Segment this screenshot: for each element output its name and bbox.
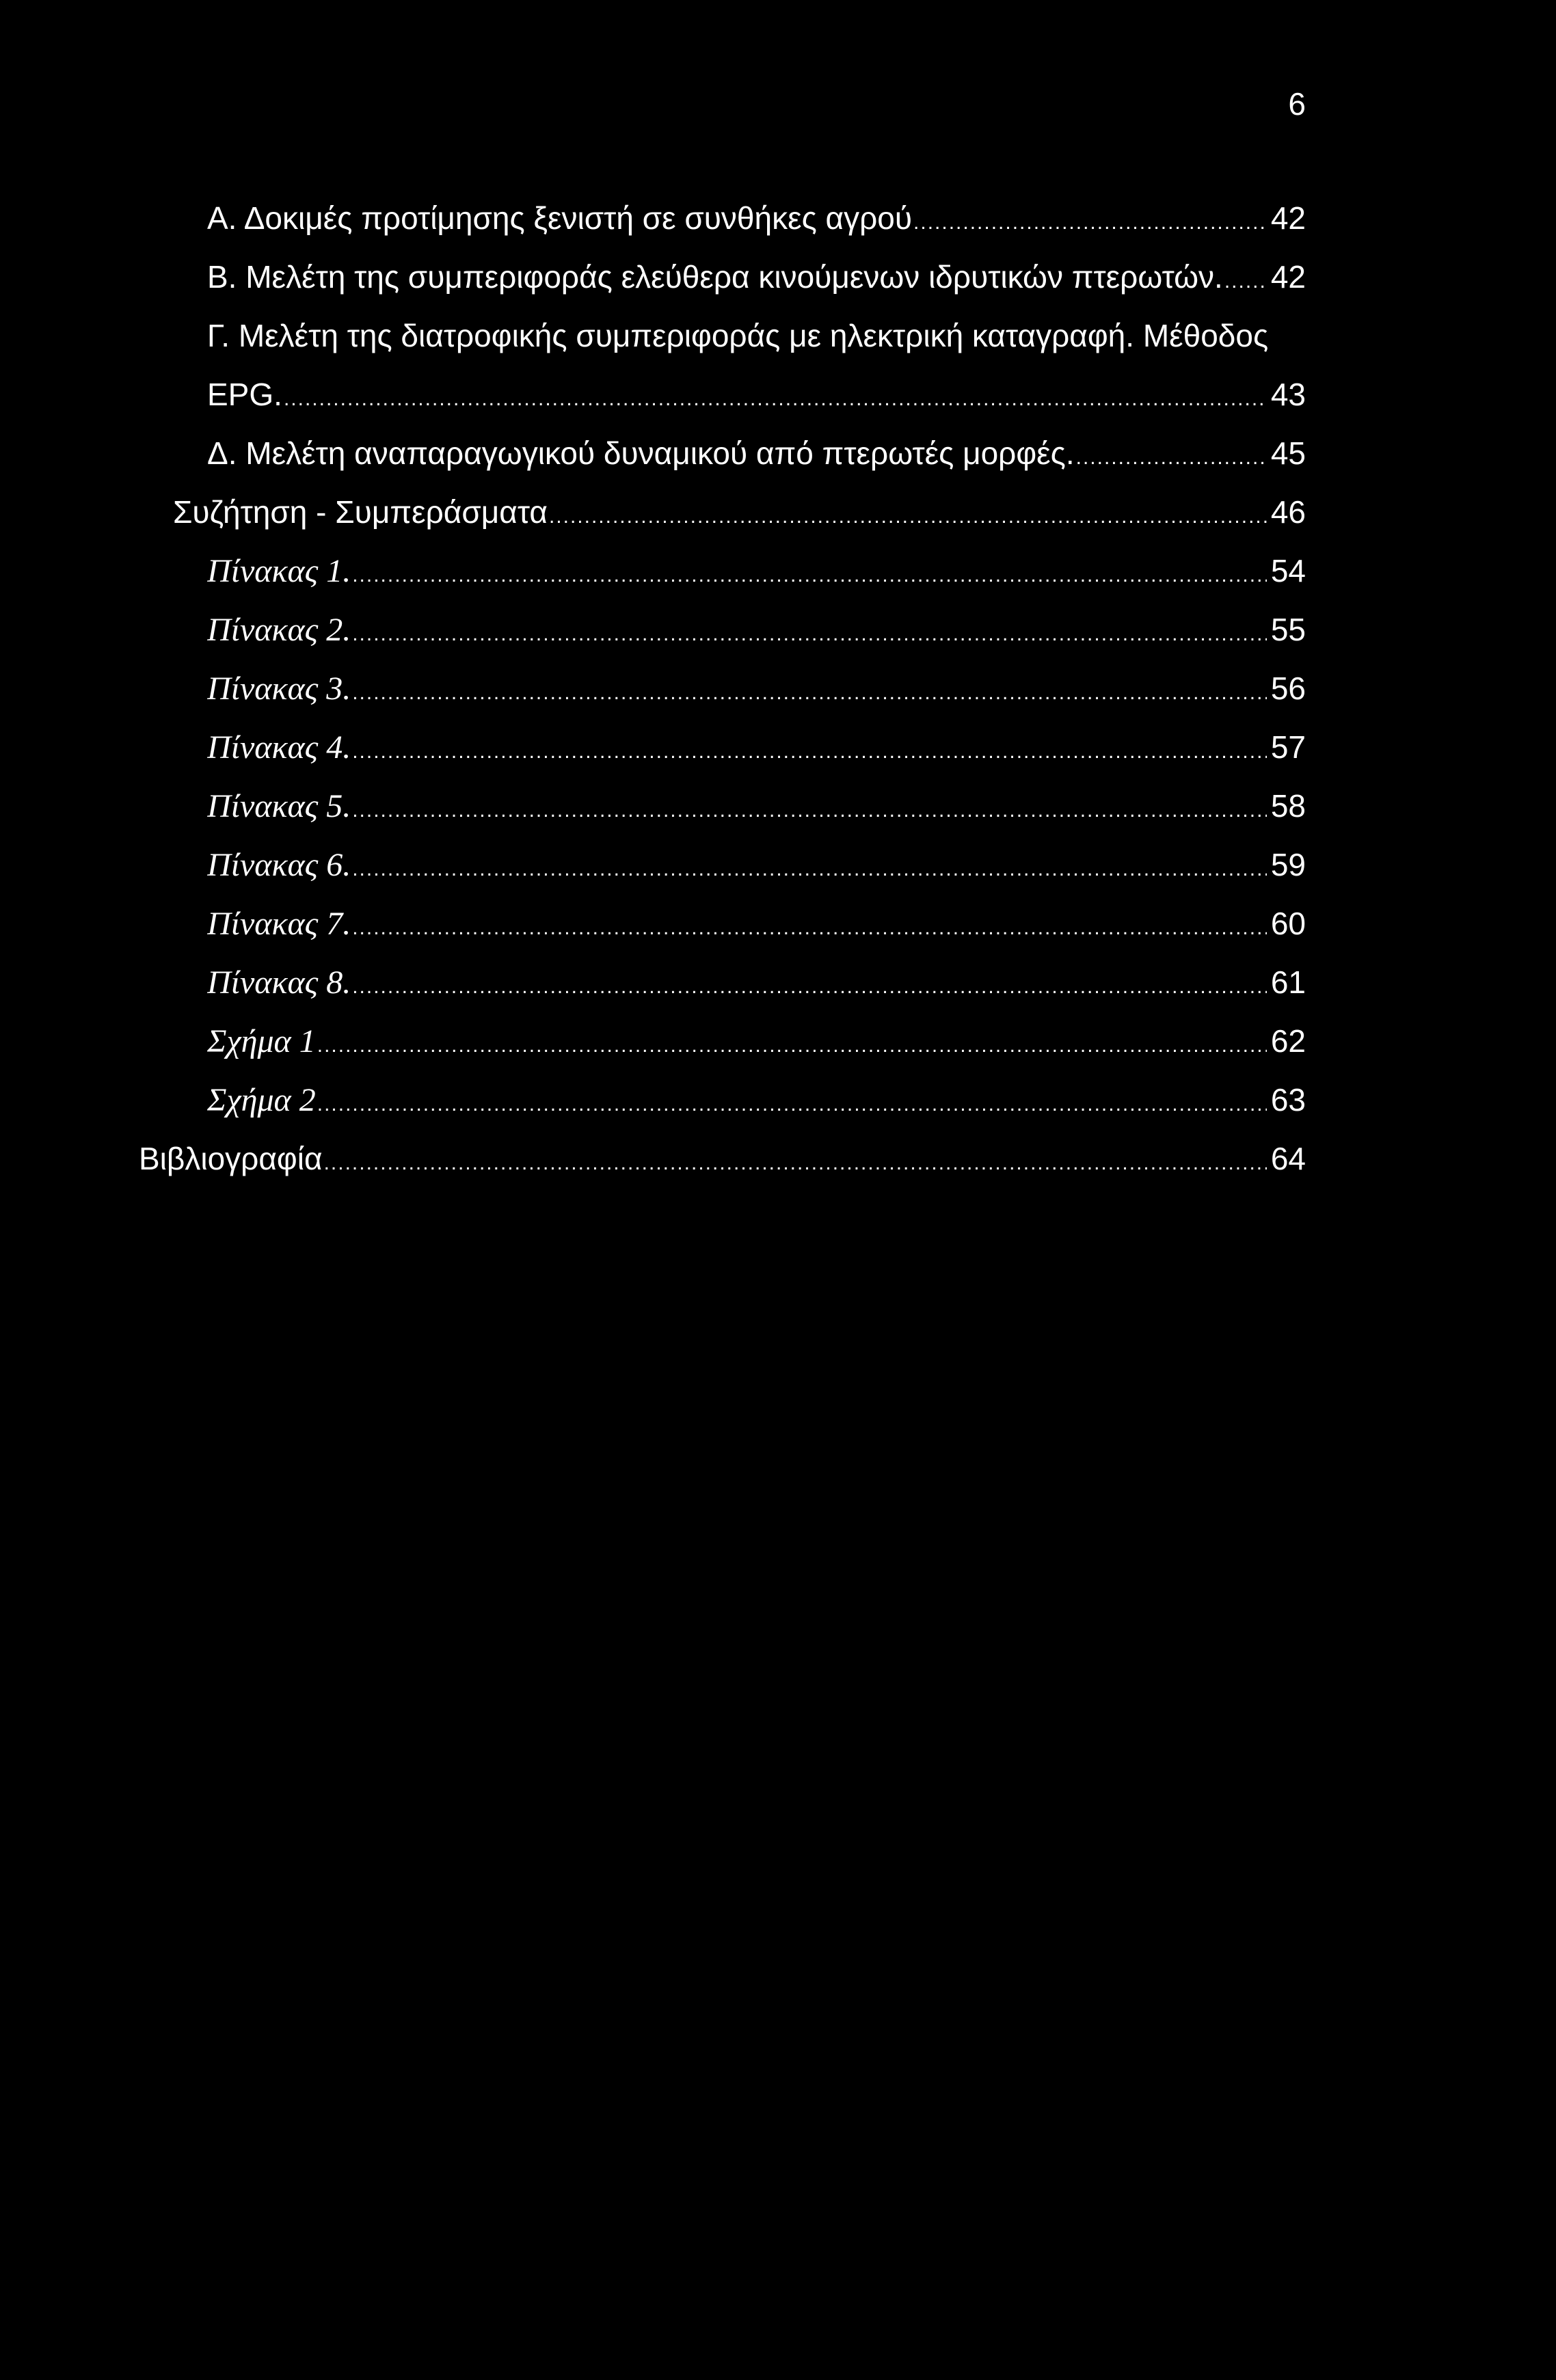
toc-leader-dots: [352, 899, 1267, 953]
toc-leader-dots: [352, 958, 1267, 1012]
toc-leader-dots: [352, 664, 1267, 718]
toc-entry-title: Σχήμα 2: [207, 1082, 316, 1118]
toc-entry-figure[interactable]: [207, 1012, 1306, 1070]
toc-entry-title: Πίνακας 2.: [207, 612, 351, 648]
toc-entry-page: 60: [1270, 906, 1306, 941]
toc-entry-title: Πίνακας 6.: [207, 847, 351, 883]
toc-entry-page: 64: [1270, 1141, 1306, 1176]
page-number: 6: [1288, 86, 1306, 122]
toc-leader-dots: [284, 370, 1267, 424]
toc-entry-table[interactable]: [207, 894, 1306, 953]
toc-entry-a[interactable]: [207, 189, 1306, 247]
toc-entry-title: Συζήτηση - Συμπεράσματα: [173, 494, 548, 530]
toc-entry-title: Πίνακας 1.: [207, 553, 351, 589]
toc-entry-title: Πίνακας 4.: [207, 729, 351, 766]
toc-leader-dots: [317, 1075, 1267, 1129]
toc-entry-c-line1[interactable]: Γ. Μελέτη της διατροφικής συμπεριφοράς με ηλεκτρική καταγραφή. Μέθοδος: [207, 318, 1269, 353]
toc-entry-table[interactable]: [207, 718, 1306, 776]
toc-entry-page: 56: [1270, 671, 1306, 706]
toc-entry-title: Πίνακας 8.: [207, 964, 351, 1001]
toc-entry-page: 46: [1270, 494, 1306, 530]
toc-entry-page: 43: [1270, 377, 1306, 412]
toc-entry-figure[interactable]: [207, 1070, 1306, 1129]
toc-entry-table[interactable]: [207, 541, 1306, 600]
toc-entry-c[interactable]: [207, 365, 1306, 424]
toc-entry-page: 45: [1270, 435, 1306, 471]
toc-leader-dots: [352, 840, 1267, 894]
toc-leader-dots: [1224, 252, 1267, 306]
toc-entry-page: 55: [1270, 612, 1306, 647]
toc-entry-page: 57: [1270, 729, 1306, 765]
toc-leader-dots: [913, 193, 1267, 247]
toc-entry-title: Σχήμα 1: [207, 1023, 316, 1059]
toc-leader-dots: [324, 1134, 1267, 1188]
toc-leader-dots: [352, 781, 1267, 835]
toc-entry-title: Α. Δοκιμές προτίμησης ξενιστή σε συνθήκες αγρού: [207, 200, 913, 236]
toc-entry-page: 63: [1270, 1082, 1306, 1118]
toc-entry-bibliography[interactable]: [139, 1129, 1306, 1188]
toc-entry-page: 59: [1270, 847, 1306, 882]
toc-leader-dots: [352, 722, 1267, 776]
toc-entry-table[interactable]: [207, 600, 1306, 659]
toc-entry-title: Βιβλιογραφία: [139, 1141, 323, 1176]
toc-entry-table[interactable]: [207, 835, 1306, 894]
toc-entry-title: Πίνακας 7.: [207, 906, 351, 942]
toc-entry-page: 61: [1270, 964, 1306, 1000]
toc-entry-page: 42: [1270, 200, 1306, 236]
toc-entry-page: 54: [1270, 553, 1306, 589]
toc-entry-title: EPG.: [207, 377, 282, 412]
toc-leader-dots: [1076, 429, 1267, 483]
toc-leader-dots: [549, 487, 1267, 541]
toc-entry-page: 62: [1270, 1023, 1306, 1059]
toc-entry-title: Πίνακας 5.: [207, 788, 351, 824]
toc-entry-title: Β. Μελέτη της συμπεριφοράς ελεύθερα κινούμενων ιδρυτικών πτερωτών.: [207, 259, 1223, 295]
toc-entry-title: Δ. Μελέτη αναπαραγωγικού δυναμικού από πτερωτές μορφές.: [207, 435, 1075, 471]
toc-entry-table[interactable]: [207, 776, 1306, 835]
toc-entry-title: Πίνακας 3.: [207, 671, 351, 707]
toc-entry-d[interactable]: [207, 424, 1306, 483]
toc-entry-page: 58: [1270, 788, 1306, 824]
toc-entry-page: 42: [1270, 259, 1306, 295]
toc-leader-dots: [317, 1016, 1267, 1070]
toc-leader-dots: [352, 546, 1267, 600]
toc-entry-table[interactable]: [207, 659, 1306, 718]
toc-entry-b[interactable]: [207, 247, 1306, 306]
toc-entry-table[interactable]: [207, 953, 1306, 1012]
toc-leader-dots: [352, 605, 1267, 659]
toc-entry-discussion[interactable]: [173, 483, 1306, 541]
